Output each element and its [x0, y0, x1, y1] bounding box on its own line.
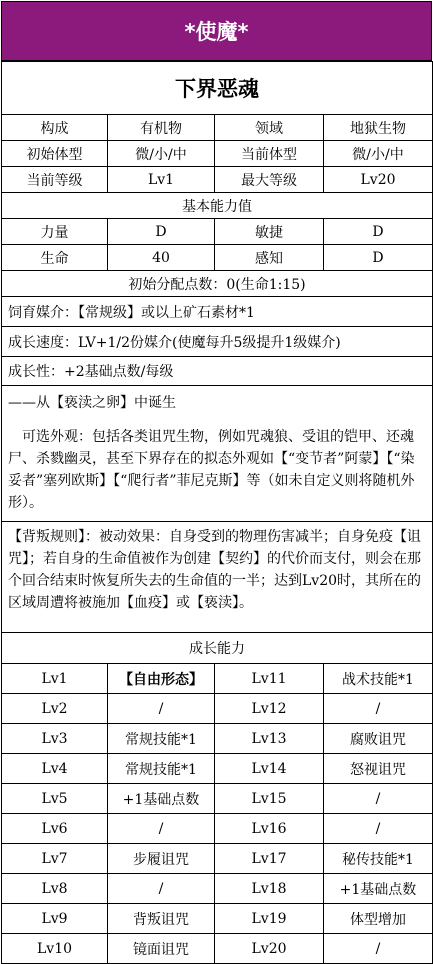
- level-ability: 腐败诅咒: [324, 724, 433, 754]
- level-label: Lv10: [2, 934, 108, 964]
- level-ability: /: [324, 784, 433, 814]
- level-label: Lv6: [2, 814, 108, 844]
- info-label: 领域: [215, 115, 324, 141]
- info-value: 地狱生物: [324, 115, 433, 141]
- level-label: Lv19: [215, 904, 324, 934]
- level-ability: 战术技能*1: [324, 664, 433, 694]
- level-ability: /: [324, 694, 433, 724]
- level-ability: 怒视诅咒: [324, 754, 433, 784]
- level-label: Lv1: [2, 664, 108, 694]
- info-label: 当前体型: [215, 141, 324, 167]
- familiar-name: 下界恶魂: [2, 62, 433, 115]
- level-label: Lv5: [2, 784, 108, 814]
- info-label: 构成: [2, 115, 108, 141]
- level-ability: 常规技能*1: [108, 754, 215, 784]
- level-ability: /: [324, 814, 433, 844]
- origin-text: ——从【亵渎之卵】中诞生: [8, 395, 176, 411]
- category-banner: *使魔*: [1, 1, 432, 61]
- ability-label: 敏捷: [215, 219, 324, 245]
- abilities-header: 基本能力值: [2, 193, 433, 219]
- info-value: 微/小/中: [108, 141, 215, 167]
- growth-rate: 成长性：+2基础点数/每级: [2, 357, 433, 386]
- level-ability: 镜面诅咒: [108, 934, 215, 964]
- description-block: [2, 386, 433, 522]
- ability-label: 生命: [2, 245, 108, 271]
- appearance-text: 可选外观：包括各类诅咒生物，例如咒魂狼、受诅的铠甲、还魂尸、杀戮幽灵，甚至下界存在的拟态外观如【“变节者”阿蒙】【“染妥者”塞列欧斯】【“爬行者”菲尼克斯】等（如未自定义则将随机外形）。: [8, 429, 415, 511]
- betrayal-rules: 【背叛规则】：被动效果：自身受到的物理伤害减半；自身免疫【诅咒】；若自身的生命值被作为创建【契约】的代价而支付，则会在那个回合结束时恢复所失去的生命值的一半；达到Lv20时，其所在的区域周遭将被施加【血疫】或【亵渎】。: [2, 522, 433, 633]
- level-ability: 常规技能*1: [108, 724, 215, 754]
- level-label: Lv15: [215, 784, 324, 814]
- level-ability: +1基础点数: [108, 784, 215, 814]
- ability-value: D: [108, 219, 215, 245]
- level-ability: 步履诅咒: [108, 844, 215, 874]
- level-ability: 背叛诅咒: [108, 904, 215, 934]
- level-label: Lv12: [215, 694, 324, 724]
- level-label: Lv14: [215, 754, 324, 784]
- info-label: 当前等级: [2, 167, 108, 193]
- info-label: 最大等级: [215, 167, 324, 193]
- level-label: Lv20: [215, 934, 324, 964]
- level-label: Lv7: [2, 844, 108, 874]
- familiar-sheet: [1, 1, 432, 964]
- info-value: 微/小/中: [324, 141, 433, 167]
- level-label: Lv4: [2, 754, 108, 784]
- level-ability: /: [324, 934, 433, 964]
- level-label: Lv8: [2, 874, 108, 904]
- info-value: Lv20: [324, 167, 433, 193]
- ability-value: D: [324, 219, 433, 245]
- level-ability: 【自由形态】: [108, 664, 215, 694]
- level-label: Lv3: [2, 724, 108, 754]
- ability-label: 力量: [2, 219, 108, 245]
- ability-label: 感知: [215, 245, 324, 271]
- ability-value: 40: [108, 245, 215, 271]
- level-ability: /: [108, 694, 215, 724]
- sheet-table: [1, 61, 433, 964]
- level-label: Lv2: [2, 694, 108, 724]
- level-ability: +1基础点数: [324, 874, 433, 904]
- info-value: 有机物: [108, 115, 215, 141]
- level-label: Lv16: [215, 814, 324, 844]
- growth-header: 成长能力: [2, 633, 433, 664]
- level-label: Lv9: [2, 904, 108, 934]
- initial-points: 初始分配点数：0(生命1:15): [2, 271, 433, 297]
- growth-speed: 成长速度：LV+1/2份媒介(使魔每升5级提升1级媒介): [2, 327, 433, 357]
- level-ability: /: [108, 874, 215, 904]
- level-label: Lv17: [215, 844, 324, 874]
- ability-value: D: [324, 245, 433, 271]
- level-label: Lv18: [215, 874, 324, 904]
- level-label: Lv11: [215, 664, 324, 694]
- feed-medium: 饲育媒介：【常规级】或以上矿石素材*1: [2, 297, 433, 327]
- level-ability: /: [108, 814, 215, 844]
- info-value: Lv1: [108, 167, 215, 193]
- level-label: Lv13: [215, 724, 324, 754]
- level-ability: 秘传技能*1: [324, 844, 433, 874]
- info-label: 初始体型: [2, 141, 108, 167]
- level-ability: 体型增加: [324, 904, 433, 934]
